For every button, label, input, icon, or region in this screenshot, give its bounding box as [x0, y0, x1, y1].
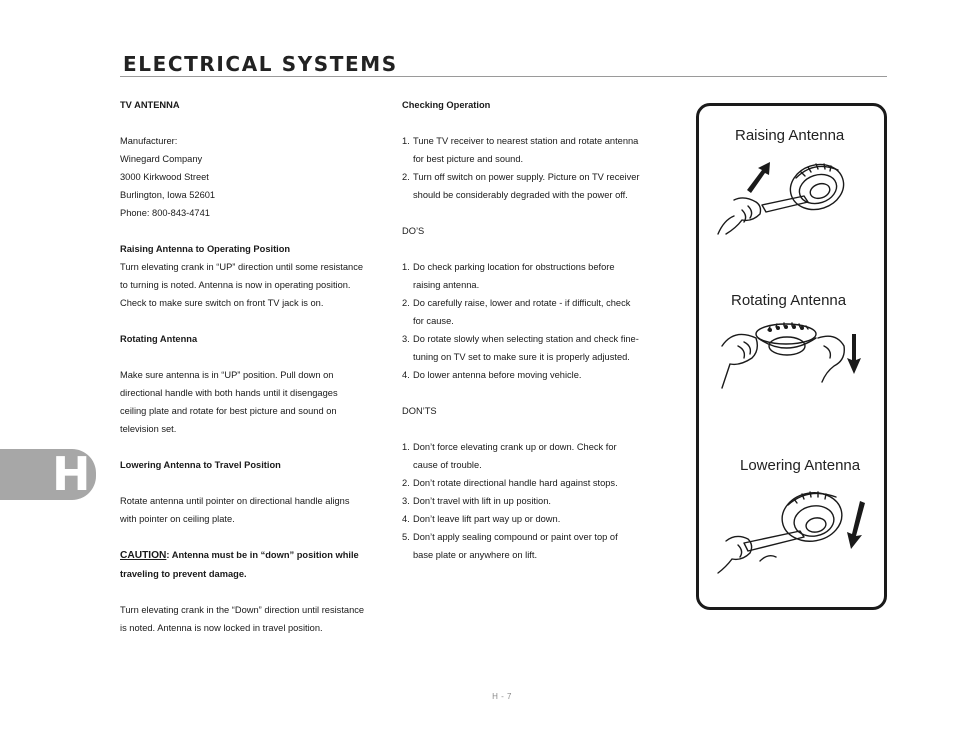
spacer — [402, 384, 664, 402]
body-line: Check to make sure switch on front TV jack is on. — [120, 298, 324, 308]
body-line: ceiling plate and rotate for best picture and sound on — [120, 406, 337, 416]
list-number: 1. — [402, 136, 410, 146]
list-number: 3. — [402, 496, 410, 506]
list-item-text: Do rotate slowly when selecting station and check fine- — [413, 334, 639, 344]
list-item-text: cause of trouble. — [413, 460, 482, 470]
manufacturer-line: Burlington, Iowa 52601 — [120, 190, 216, 200]
donts-title: DON’TS — [402, 406, 437, 416]
list-number: 2. — [402, 478, 410, 488]
list-item-text: for cause. — [413, 316, 454, 326]
list-item-text: Do carefully raise, lower and rotate - if difficult, check — [413, 298, 631, 308]
caution-label: CAUTION — [120, 550, 167, 561]
numbered-list-item — [402, 474, 664, 492]
list-number: 4. — [402, 370, 410, 380]
middle-column — [402, 96, 664, 564]
numbered-list-item — [402, 348, 664, 366]
numbered-list-item — [402, 492, 664, 510]
numbered-list-item — [402, 276, 664, 294]
section-tab-letter: H — [52, 447, 91, 501]
list-item-text: should be considerably degraded with the power off. — [413, 190, 628, 200]
list-item-text: Don’t leave lift part way up or down. — [413, 514, 561, 524]
list-indent — [402, 546, 413, 564]
page-title: ELECTRICAL SYSTEMS — [123, 52, 398, 76]
spacer — [120, 114, 372, 132]
list-item-text: Do lower antenna before moving vehicle. — [413, 370, 582, 380]
numbered-list-item — [402, 546, 664, 564]
list-item-text: base plate or anywhere on lift. — [413, 550, 538, 560]
list-number: 1. — [402, 442, 410, 452]
body-line: Turn elevating crank in the “Down” direction until resistance — [120, 605, 365, 615]
page-number: H - 7 — [492, 692, 512, 701]
body-line: directional handle with both hands until it disengages — [120, 388, 338, 398]
numbered-list-item — [402, 366, 664, 384]
lowering-antenna-caption: Lowering Antenna — [740, 457, 861, 474]
list-item-text: Turn off switch on power supply. Picture on TV receiver — [413, 172, 640, 182]
rotating-antenna-illustration — [704, 316, 874, 396]
list-item-text: Do check parking location for obstructions before — [413, 262, 615, 272]
list-item-text: Don’t force elevating crank up or down. Check for — [413, 442, 617, 452]
numbered-list-item — [402, 528, 664, 546]
list-number: 5. — [402, 532, 410, 542]
raising-antenna-caption: Raising Antenna — [735, 127, 845, 144]
list-item-text: Don’t travel with lift in up position. — [413, 496, 551, 506]
spacer — [120, 528, 372, 546]
caution-note — [120, 546, 372, 565]
list-item-text: Tune TV receiver to nearest station and rotate antenna — [413, 136, 639, 146]
list-indent — [402, 150, 413, 168]
numbered-list-item — [402, 294, 664, 312]
spacer — [120, 222, 372, 240]
body-line: is noted. Antenna is now locked in travel position. — [120, 623, 323, 633]
list-indent — [402, 312, 413, 330]
title-divider — [120, 76, 887, 77]
lowering-antenna-illustration — [704, 481, 879, 576]
spacer — [402, 240, 664, 258]
body-line: Turn elevating crank in “UP” direction until some resistance — [120, 262, 364, 272]
list-item-text: raising antenna. — [413, 280, 480, 290]
numbered-list-item — [402, 456, 664, 474]
section-title-tv-antenna: TV ANTENNA — [120, 100, 180, 110]
list-item-text: Don’t apply sealing compound or paint over top of — [413, 532, 618, 542]
body-line: Rotate antenna until pointer on directional handle aligns — [120, 496, 350, 506]
antenna-figure-panel — [696, 103, 887, 610]
rotating-antenna-caption: Rotating Antenna — [731, 292, 847, 309]
manufacturer-line: Phone: 800-843-4741 — [120, 208, 210, 218]
body-line: Make sure antenna is in “UP” position. Pull down on — [120, 370, 334, 380]
list-item-text: tuning on TV set to make sure it is properly adjusted. — [413, 352, 630, 362]
heading-rotating: Rotating Antenna — [120, 334, 198, 344]
spacer — [402, 420, 664, 438]
numbered-list-item — [402, 168, 664, 186]
numbered-list-item — [402, 438, 664, 456]
spacer — [120, 348, 372, 366]
caution-text: traveling to prevent damage. — [120, 569, 247, 579]
numbered-list-item — [402, 312, 664, 330]
dos-title: DO’S — [402, 226, 425, 236]
left-column — [120, 96, 372, 637]
list-indent — [402, 186, 413, 204]
section-tab — [0, 449, 96, 500]
list-indent — [402, 276, 413, 294]
numbered-list-item — [402, 186, 664, 204]
spacer — [120, 474, 372, 492]
numbered-list-item — [402, 330, 664, 348]
list-number: 1. — [402, 262, 410, 272]
checking-list — [402, 132, 664, 204]
spacer — [402, 204, 664, 222]
body-line: with pointer on ceiling plate. — [120, 514, 235, 524]
caution-text: : Antenna must be in “down” position while — [166, 550, 359, 560]
numbered-list-item — [402, 132, 664, 150]
spacer — [120, 438, 372, 456]
numbered-list-item — [402, 510, 664, 528]
numbered-list-item — [402, 150, 664, 168]
heading-raising: Raising Antenna to Operating Position — [120, 244, 291, 254]
list-item-text: for best picture and sound. — [413, 154, 524, 164]
dos-list — [402, 258, 664, 384]
list-number: 2. — [402, 298, 410, 308]
heading-lowering: Lowering Antenna to Travel Position — [120, 460, 281, 470]
body-line: to turning is noted. Antenna is now in operating position. — [120, 280, 351, 290]
manufacturer-line: Winegard Company — [120, 154, 203, 164]
list-number: 4. — [402, 514, 410, 524]
spacer — [120, 583, 372, 601]
body-line: television set. — [120, 424, 177, 434]
list-number: 3. — [402, 334, 410, 344]
raising-antenna-illustration — [704, 150, 864, 240]
list-number: 2. — [402, 172, 410, 182]
spacer — [120, 312, 372, 330]
numbered-list-item — [402, 258, 664, 276]
manufacturer-line: Manufacturer: — [120, 136, 178, 146]
list-indent — [402, 456, 413, 474]
donts-list — [402, 438, 664, 564]
spacer — [402, 114, 664, 132]
checking-operation-title: Checking Operation — [402, 100, 491, 110]
list-indent — [402, 348, 413, 366]
list-item-text: Don’t rotate directional handle hard against stops. — [413, 478, 618, 488]
manufacturer-line: 3000 Kirkwood Street — [120, 172, 209, 182]
